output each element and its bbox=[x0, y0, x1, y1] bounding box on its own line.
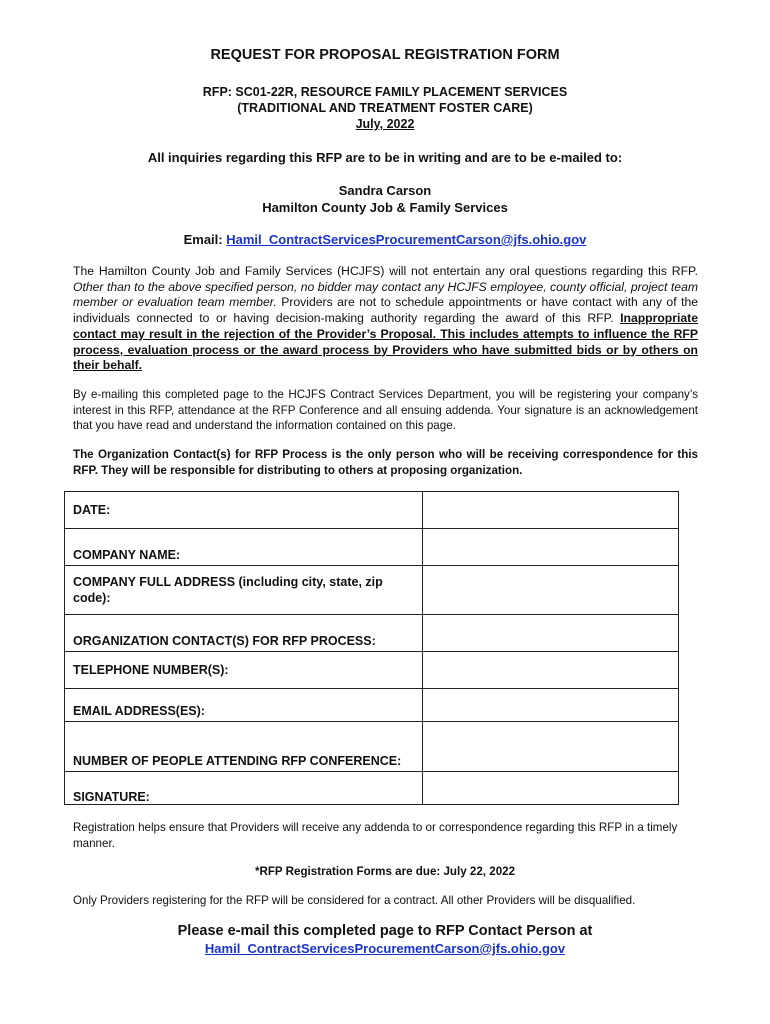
page-title: REQUEST FOR PROPOSAL REGISTRATION FORM bbox=[210, 47, 560, 63]
registration-note: Registration helps ensure that Providers will receive any addenda to or correspondence regarding this RFP in a timely manner. bbox=[73, 821, 678, 850]
closing-email-link[interactable]: Hamil_ContractServicesProcurementCarson@jfs.ohio.gov bbox=[204, 941, 566, 956]
organization-contact-paragraph: The Organization Contact(s) for RFP Process is the only person who will be receiving correspondence for this RFP. They will be responsible for distributing to others at proposing organization. bbox=[73, 448, 698, 477]
email-addresses-field[interactable] bbox=[422, 689, 678, 722]
policy-sentence-1: The Hamilton County Job and Family Services (HCJFS) will not entertain any oral questions regarding this RFP. bbox=[73, 264, 698, 278]
signature-label: SIGNATURE: bbox=[65, 772, 423, 805]
closing-instruction: Please e-mail this completed page to RFP Contact Person at bbox=[177, 923, 593, 939]
company-address-field[interactable] bbox=[422, 566, 678, 615]
date-field[interactable] bbox=[422, 492, 678, 529]
company-name-field[interactable] bbox=[422, 529, 678, 566]
form-row-signature bbox=[65, 772, 679, 805]
contact-block bbox=[0, 182, 770, 216]
email-label: Email: bbox=[183, 232, 223, 247]
email-addresses-label: EMAIL ADDRESS(ES): bbox=[65, 689, 423, 722]
organization-contact-field[interactable] bbox=[422, 615, 678, 652]
contact-email-link[interactable]: Hamil_ContractServicesProcurementCarson@jfs.ohio.gov bbox=[226, 232, 587, 247]
rfp-line-2: (TRADITIONAL AND TREATMENT FOSTER CARE) bbox=[237, 101, 533, 115]
rfp-heading bbox=[0, 84, 770, 132]
contact-name: Sandra Carson bbox=[338, 183, 432, 198]
telephone-field[interactable] bbox=[422, 652, 678, 689]
form-row-attendees bbox=[65, 722, 679, 772]
form-row-company-address bbox=[65, 566, 679, 615]
form-row-telephone bbox=[65, 652, 679, 689]
policy-sentence-2: Other than to the above specified person, no bidder may contact any HCJFS employee, county official, project team member or evaluation team member. bbox=[73, 279, 698, 310]
telephone-label: TELEPHONE NUMBER(S): bbox=[65, 652, 423, 689]
registration-table bbox=[64, 491, 679, 805]
date-label: DATE: bbox=[65, 492, 423, 529]
policy-warning: Inappropriate contact may result in the rejection of the Provider’s Proposal. This includes attempts to influence the RFP process, evaluation process or the award process by Providers who have submitted bids or by others on their behalf. bbox=[73, 311, 698, 373]
company-address-label: COMPANY FULL ADDRESS (including city, state, zip code): bbox=[65, 566, 423, 615]
contact-email-line bbox=[0, 232, 770, 247]
inquiries-note: All inquiries regarding this RFP are to be in writing and are to be e-mailed to: bbox=[147, 150, 623, 165]
disqualification-note: Only Providers registering for the RFP will be considered for a contract. All other Providers will be disqualified. bbox=[73, 894, 636, 907]
form-row-organization-contact bbox=[65, 615, 679, 652]
signature-field[interactable] bbox=[422, 772, 678, 805]
emailing-paragraph: By e-mailing this completed page to the HCJFS Contract Services Department, you will be registering your company’s interest in this RFP, attendance at the RFP Conference and all ensuing addenda. Your signature is an acknowledgement that you have read and understand the information contained on this page. bbox=[73, 388, 698, 432]
rfp-date: July, 2022 bbox=[355, 117, 415, 131]
form-row-email bbox=[65, 689, 679, 722]
form-row-company-name bbox=[65, 529, 679, 566]
contact-policy-paragraph bbox=[73, 264, 698, 374]
attendees-label: NUMBER OF PEOPLE ATTENDING RFP CONFERENCE: bbox=[65, 722, 423, 772]
due-date-notice: *RFP Registration Forms are due: July 22, 2022 bbox=[254, 865, 516, 878]
form-row-date bbox=[65, 492, 679, 529]
company-name-label: COMPANY NAME: bbox=[65, 529, 423, 566]
contact-org: Hamilton County Job & Family Services bbox=[262, 200, 508, 215]
organization-contact-label: ORGANIZATION CONTACT(S) FOR RFP PROCESS: bbox=[65, 615, 423, 652]
closing-email-line bbox=[0, 941, 770, 956]
rfp-line-1: RFP: SC01-22R, RESOURCE FAMILY PLACEMENT SERVICES bbox=[202, 85, 568, 99]
policy-sentence-3: Providers are not to schedule appointments or have contact with any of the individuals connected to or having decision-making authority regarding the award of this RFP. bbox=[73, 295, 699, 326]
attendees-field[interactable] bbox=[422, 722, 678, 772]
